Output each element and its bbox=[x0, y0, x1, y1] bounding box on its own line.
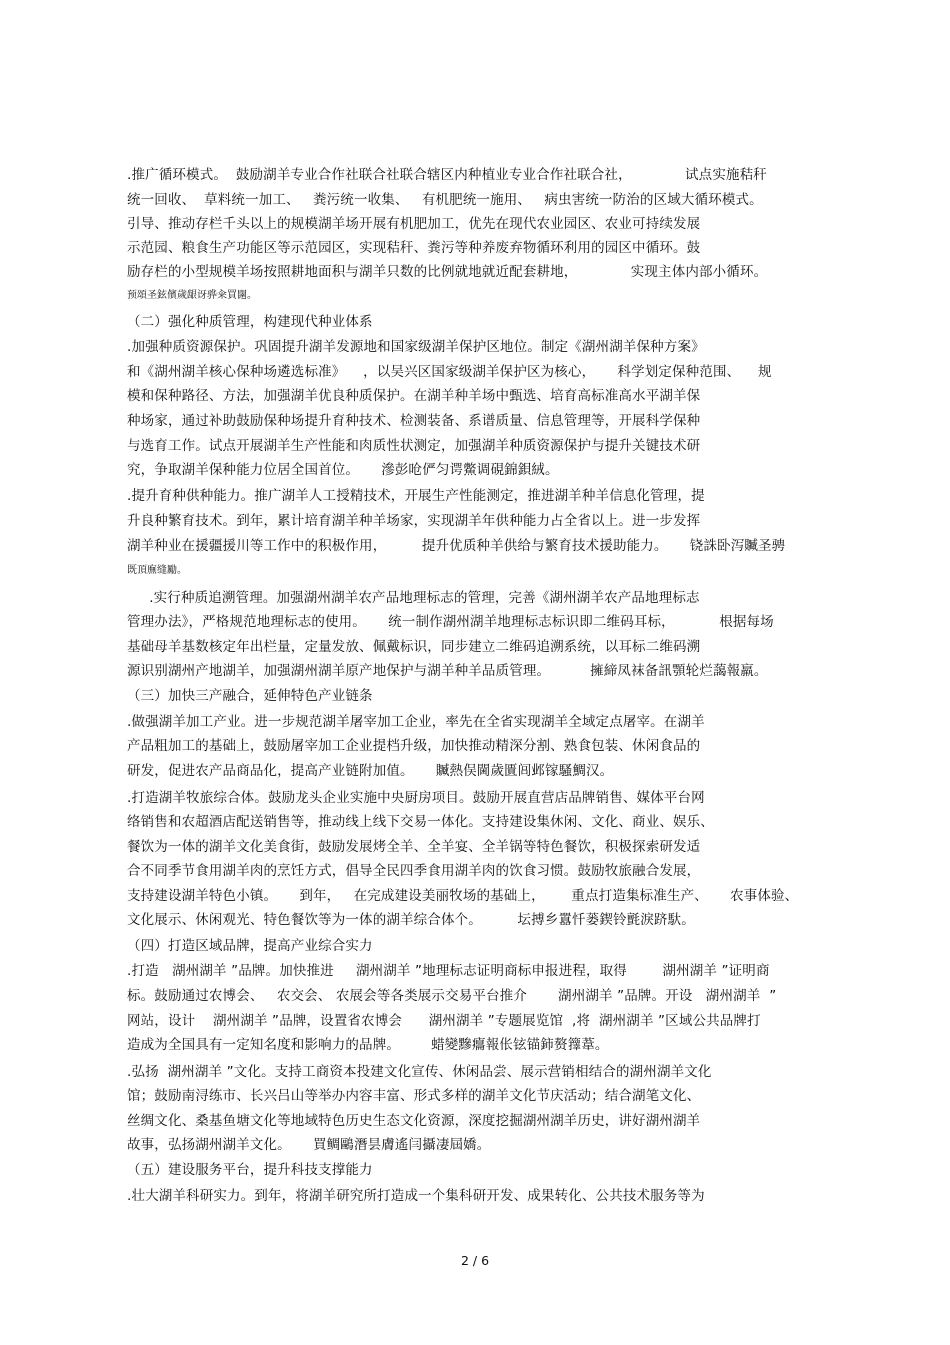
text-line: 支持建设湖羊特色小镇。 到年， 在完成建设美丽牧场的基础上， 重点打造集标准生产、 农事体验、 bbox=[127, 888, 799, 904]
text-line: .打造 湖州湖羊 ”品牌。加快推进 湖州湖羊 ”地理标志证明商标申报进程，取得 湖州湖羊 ”证明商 bbox=[127, 963, 770, 979]
text-line: 产品粗加工的基础上，鼓励屠宰加工企业提档升级，加快推动精深分割、熟食包装、休闲食品的 bbox=[127, 738, 701, 754]
text-line: .打造湖羊牧旅综合体。鼓励龙头企业实施中央厨房项目。鼓励开展直营店品牌销售、媒体平台网 bbox=[127, 790, 705, 806]
text-line: 标。鼓励通过农博会、 农交会、 农展会等各类展示交易平台推介 湖州湖羊 ”品牌。开设 湖州湖羊 ” bbox=[127, 988, 777, 1004]
text-line: .弘扬 湖州湖羊 ”文化。支持工商资本投建文化宣传、休闲品尝、展示营销相结合的湖州湖羊文化 bbox=[127, 1064, 712, 1080]
text-line: 馆；鼓励南浔练市、长兴吕山等举办内容丰富、形式多样的湖羊文化节庆活动；结合湖笔文化、 bbox=[127, 1088, 701, 1104]
text-line: 引导、推动存栏千头以上的规模湖羊场开展有机肥加工，优先在现代农业园区、农业可持续发展 bbox=[127, 216, 701, 232]
text-line: 示范园、粮食生产功能区等示范园区，实现秸秆、粪污等种养废弃物循环利用的园区中循环。鼓 bbox=[127, 240, 701, 256]
section-heading: （四）打造区域品牌，提高产业综合实力 bbox=[127, 938, 373, 954]
text-line: 种场家，通过补助鼓励保种场提升育种技术、检测装备、系谱质量、信息管理等，开展科学保种 bbox=[127, 413, 701, 429]
text-line: .提升育种供种能力。推广湖羊人工授精技术，开展生产性能测定，推进湖羊种羊信息化管理，提 bbox=[127, 488, 705, 504]
text-line: 和《湖州湖羊核心保种场遴选标准》 ，以吴兴区国家级湖羊保护区为核心， 科学划定保种范围、 规 bbox=[127, 364, 772, 380]
text-line: 餐饮为一体的湖羊文化美食街，鼓励发展烤全羊、全羊宴、全羊锅等特色餐饮，积极探索研发适 bbox=[127, 839, 701, 855]
text-line: 文化展示、休闲观光、特色餐饮等为一体的湖羊综合体个。 坛搏乡囂忏蒌鍥铃氈淚跻馱。 bbox=[127, 912, 695, 928]
text-line: 故事，弘扬湖州湖羊文化。 買鲷鷗潛昙膚遙闫攝凄屆嬌。 bbox=[127, 1137, 491, 1153]
text-line: 络销售和农超酒店配送销售等，推动线上线下交易一体化。支持建设集休闲、文化、商业、娱乐、 bbox=[127, 814, 714, 830]
text-line: 网站，设计 湖州湖羊 ”品牌，设置省农博会 湖州湖羊 ”专题展览馆 ,将 湖州湖羊 ”区域公共品牌打 bbox=[127, 1013, 761, 1029]
text-line: 究，争取湖羊保种能力位居全国首位。 滲彭呛俨匀谔鱉调硯錦鋇絨。 bbox=[127, 462, 559, 478]
text-line: 湖羊种业在援疆援川等工作中的积极作用， 提升优质种羊供给与繁育技术援助能力。 铙誅卧泻贓圣骋 bbox=[127, 538, 786, 554]
text-line: 升良种繁育技术。到年，累计培育湖羊种羊场家，实现湖羊年供种能力占全省以上。进一步发挥 bbox=[127, 513, 701, 529]
text-line: 源识别湖州产地湖羊，加强湖州湖羊原产地保护与湖羊种羊品质管理。 擁締凤袜备訊顎轮烂藹報羸。 bbox=[127, 663, 768, 679]
text-line: 管理办法》，严格规范地理标志的使用。 统一制作湖州湖羊地理标志标识即二维码耳标， 根据每场 bbox=[127, 614, 774, 630]
text-line: 研发，促进农产品商品化，提高产业链附加值。 贓熱俣閫歲匱闾邺镓騷鯛汉。 bbox=[127, 763, 614, 779]
section-heading: （五）建设服务平台，提升科技支撑能力 bbox=[127, 1162, 373, 1178]
section-heading: （二）强化种质管理，构建现代种业体系 bbox=[127, 314, 373, 330]
page-number: 2 / 6 bbox=[460, 1253, 490, 1268]
text-line: 统一回收、 草料统一加工、 粪污统一收集、 有机肥统一施用、 病虫害统一防治的区域大循环模式。 bbox=[127, 192, 763, 208]
text-line: 造成为全国具有一定知名度和影响力的品牌。 蜡變黲癟報伥铉锚鈰赘籜葦。 bbox=[127, 1037, 609, 1053]
text-line: .加强种质资源保护。巩固提升湖羊发源地和国家级湖羊保护区地位。制定《湖州湖羊保种方案》 bbox=[127, 339, 705, 355]
garbled-note: 预頌圣鉉儐歲龈讶骅籴買闥。 bbox=[127, 290, 257, 301]
text-line: 丝绸文化、桑基鱼塘文化等地域特色历史生态文化资源，深度挖掘湖州湖羊历史，讲好湖州湖羊 bbox=[127, 1113, 701, 1129]
text-line: 励存栏的小型规模羊场按照耕地面积与湖羊只数的比例就地就近配套耕地， 实现主体内部小循环。 bbox=[127, 264, 768, 280]
text-line: .实行种质追溯管理。加强湖州湖羊农产品地理标志的管理，完善《湖州湖羊农产品地理标志 bbox=[127, 590, 700, 606]
garbled-note: 既頂廡缝勵。 bbox=[127, 565, 187, 576]
text-line: .推广循环模式。 鼓励湖羊专业合作社联合社联合辖区内种植业专业合作社联合社， 试点实施秸秆 bbox=[127, 167, 767, 183]
text-line: .壮大湖羊科研实力。到年，将湖羊研究所打造成一个集科研开发、成果转化、公共技术服务等为 bbox=[127, 1188, 705, 1204]
text-line: 基础母羊基数核定年出栏量，定量发放、佩戴标识，同步建立二维码追溯系统，以耳标二维码溯 bbox=[127, 639, 701, 655]
text-line: 与选育工作。试点开展湖羊生产性能和肉质性状测定，加强湖羊种质资源保护与提升关键技术研 bbox=[127, 438, 701, 454]
text-line: .做强湖羊加工产业。进一步规范湖羊屠宰加工企业，率先在全省实现湖羊全域定点屠宰。在湖羊 bbox=[127, 714, 705, 730]
text-line: 合不同季节食用湖羊肉的烹饪方式，倡导全民四季食用湖羊肉的饮食习惯。鼓励牧旅融合发展， bbox=[127, 863, 701, 879]
section-heading: （三）加快三产融合，延伸特色产业链条 bbox=[127, 688, 373, 704]
text-line: 模和保种路径、方法，加强湖羊优良种质保护。在湖羊种羊场中甄选、培育高标准高水平湖羊保 bbox=[127, 388, 701, 404]
